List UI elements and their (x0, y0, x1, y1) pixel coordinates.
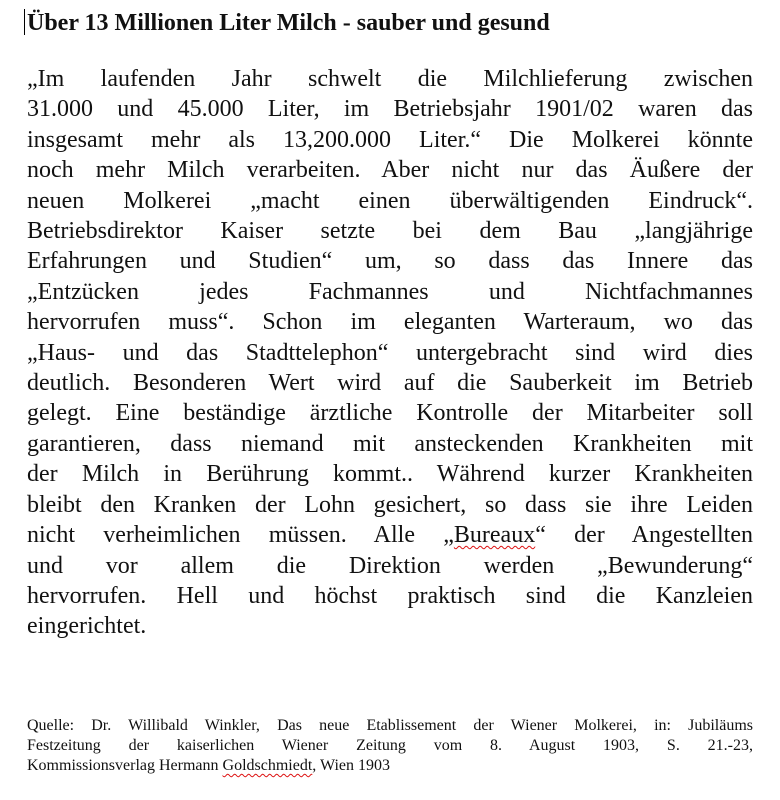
body-line: noch mehr Milch verarbeiten. Aber nicht nur das Äußere der (27, 157, 753, 184)
body-line: gelegt. Eine beständige ärztliche Kontrolle der Mitarbeiter soll (27, 400, 753, 427)
body-line: 31.000 und 45.000 Liter, im Betriebsjahr 1901/02 waren das (27, 96, 753, 123)
body-line: und vor allem die Direktion werden „Bewunderung“ (27, 552, 753, 579)
body-line: deutlich. Besonderen Wert wird auf die Sauberkeit im Betrieb (27, 370, 753, 397)
body-line: eingerichtet. (27, 613, 147, 640)
source-line: Festzeitung der kaiserlichen Wiener Zeitung vom 8. August 1903, S. 21.-23, (27, 737, 753, 754)
body-line: neuen Molkerei „macht einen überwältigenden Eindruck“. (27, 187, 753, 214)
body-line: Erfahrungen und Studien“ um, so dass das Innere das (27, 248, 753, 275)
body-line: „Haus- und das Stadttelephon“ untergebracht sind wird dies (27, 339, 753, 366)
body-line: hervorrufen muss“. Schon im eleganten Warteraum, wo das (27, 309, 753, 336)
body-line: garantieren, dass niemand mit ansteckenden Krankheiten mit (27, 430, 753, 457)
body-line: bleibt den Kranken der Lohn gesichert, so dass sie ihre Leiden (27, 491, 753, 518)
body-line: hervorrufen. Hell und höchst praktisch sind die Kanzleien (27, 582, 753, 609)
body-line: „Entzücken jedes Fachmannes und Nichtfachmannes (27, 278, 753, 305)
spellcheck-flag: Goldschmiedt (222, 757, 313, 774)
source-citation (27, 716, 753, 776)
body-line: nicht verheimlichen müssen. Alle „Bureaux“ der Angestellten (27, 522, 753, 549)
text-cursor (24, 9, 25, 35)
body-line: insgesamt mehr als 13,200.000 Liter.“ Die Molkerei könnte (27, 126, 753, 153)
spellcheck-flag: Bureaux (453, 522, 536, 549)
body-paragraph (27, 64, 753, 642)
source-line: Quelle: Dr. Willibald Winkler, Das neue Etablissement der Wiener Molkerei, in: Jubiläums (27, 717, 753, 734)
document-title: Über 13 Millionen Liter Milch - sauber und gesund (27, 10, 550, 36)
source-line: Kommissionsverlag Hermann Goldschmiedt, Wien 1903 (27, 757, 391, 774)
body-line: „Im laufenden Jahr schwelt die Milchlieferung zwischen (27, 66, 753, 92)
body-line: Betriebsdirektor Kaiser setzte bei dem Bau „langjährige (27, 218, 753, 245)
body-line: der Milch in Berührung kommt.. Während kurzer Krankheiten (27, 461, 753, 488)
